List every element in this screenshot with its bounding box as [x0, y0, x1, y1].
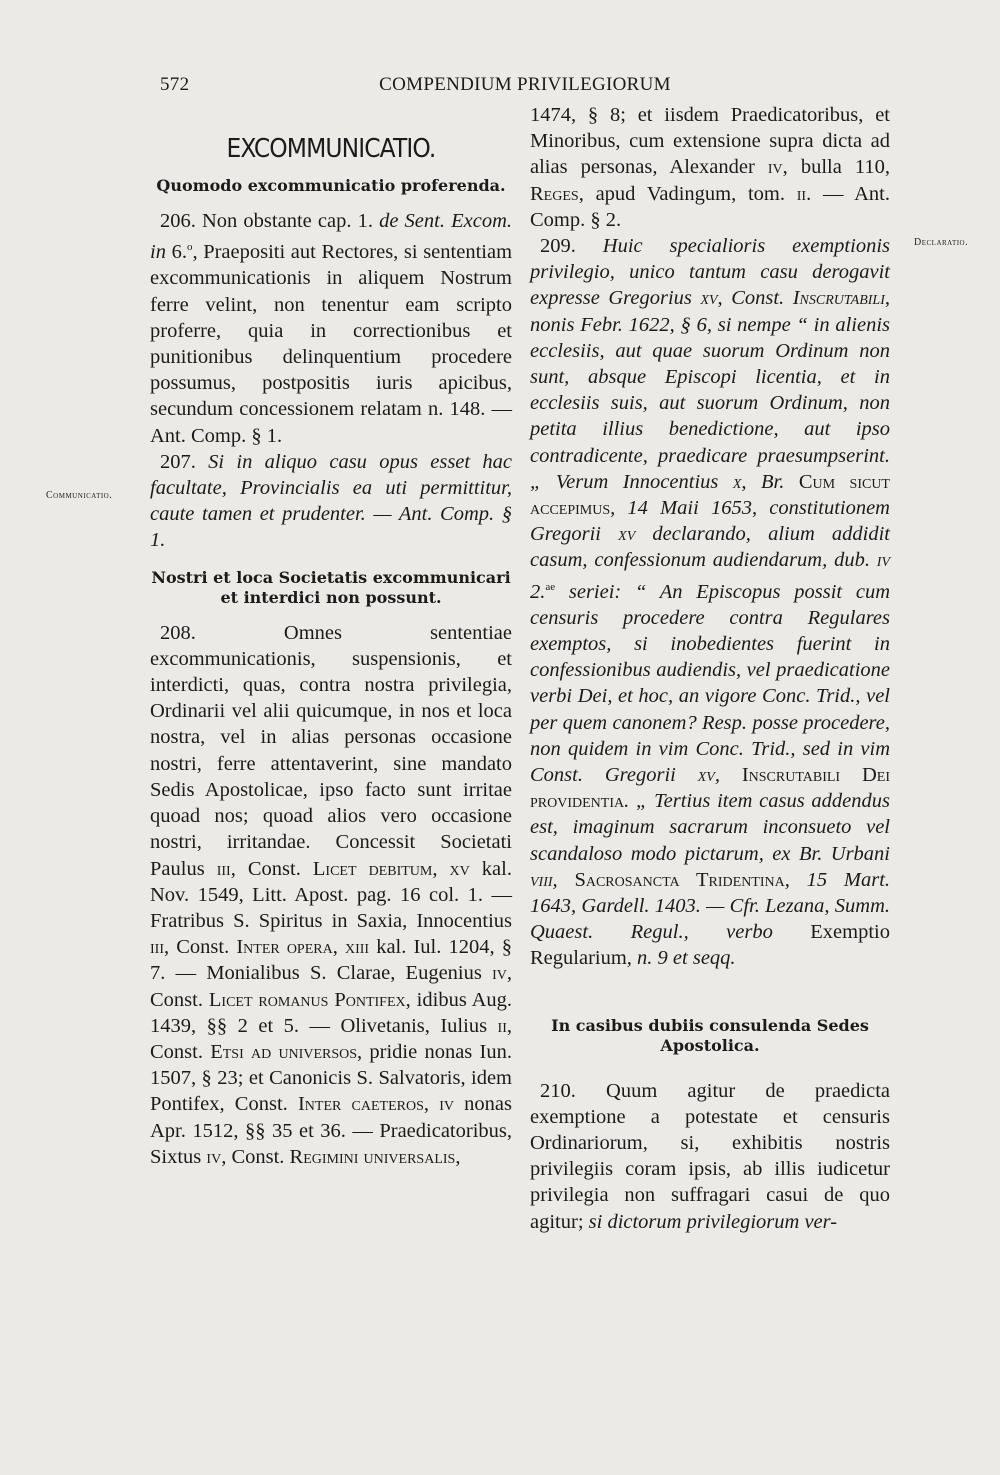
paragraph-209: 209. Huic specialioris exemptionis privilegio, unico tantum casu derogavit expresse Gregorius xv, Const. Inscrutabili, nonis Febr. 1622, § 6, si nempe “ in alienis ecclesiis, aut quae suorum Ordinum non sunt, absque Episcopi licentia, et in ecclesiis suis, aut suorum Ordinum, non petita illius benedictione, aut ipso contradicente, praedicare praesumpserint. „ Verum Innocentius x, Br. Cum sicut accepimus, 14 Maii 1653, constitutionem Gregorii xv declarando, alium addidit casum, confessionum audiendarum, dub. iv 2.$^{ae}$ seriei: “ An Episcopus possit cum censuris procedere contra Regulares exemptos, si inobedientes fuerint in confessionibus audiendis, vel praedicatione verbi Dei, et hoc, an vigore Conc. Trid., vel per quem canonem? Resp. posse procedere, non quidem in vim Conc. Trid., sed in vim Const. Gregorii xv, Inscrutabili Dei providentia. „ Tertius item casus addendus est, imaginum sacrarum inconsueto vel scandaloso modo pictarum, ex Br. Urbani viii, Sacrosancta Tridentina, 15 Mart. 1643, Gardell. 1403. — Cfr. Lezana, Summ. Quaest. Regul., verbo Exemptio Regularium, n. 9 et seqq. [530, 235, 891, 970]
heading-nostri: Nostri et loca Societatis excommunicari et interdici non possunt. [151, 567, 511, 607]
left-column [150, 102, 512, 1170]
heading-in-casibus: In casibus dubiis consulenda Sedes Apostolica. [551, 1015, 869, 1055]
paragraph-208-continued: 1474, § 8; et iisdem Praedicatoribus, et Minoribus, cum extensione supra dicta ad alias personas, Alexander iv, bulla 110, Reges, apud Vadingum, tom. ii. — Ant. Comp. § 2. [530, 104, 890, 231]
running-title: COMPENDIUM PRIVILEGIORUM [379, 74, 671, 95]
margin-note-declaratio: Declaratio. [914, 237, 969, 248]
margin-note-communicatio: Communicatio. [46, 490, 113, 501]
paragraph-206: 206. Non obstante cap. 1. de Sent. Excom. in 6.$^o$, Praepositi aut Rectores, si sententiam excommunicationis in aliquem Nostrum ferre velint, non tenentur eam scripto proferre, quia in correctionibus et punitionibus delinquentium procedere possumus, postpositis iuris apicibus, secundum concessionem relatam n. 148. — Ant. Comp. § 1. [150, 210, 513, 447]
section-title: EXCOMMUNICATIO. [226, 134, 436, 164]
paragraph-210: 210. Quum agitur de praedicta exemptione a potestate et censuris Ordinariorum, si, exhibitis nostris privilegiis coram ipsis, ab illis iudicetur privilegia non suffragari casui de quo agitur; si dictorum privilegiorum ver- [530, 1079, 890, 1233]
paragraph-208: 208. Omnes sententiae excommunicationis, suspensionis, et interdicti, quas, contra nostra privilegia, Ordinarii vel alii quicumque, in nos et loca nostra, vel in alias personas occasione nostri, ferre attentaverint, sine mandato Sedis Apostolicae, ipso facto sunt irritae quoad nos; quoad alios vero occasione nostri, irritandae. Concessit Societati Paulus iii, Const. Licet debitum, xv kal. Nov. 1549, Litt. Apost. pag. 16 col. 1. — Fratribus S. Spiritus in Saxia, Innocentius iii, Const. Inter opera, xiii kal. Iul. 1204, § 7. — Monialibus S. Clarae, Eugenius iv, Const. Licet romanus Pontifex, idibus Aug. 1439, §§ 2 et 5. — Olivetanis, Iulius ii, Const. Etsi ad universos, pridie nonas Iun. 1507, § 23; et Canonicis S. Salvatoris, idem Pontifex, Const. Inter caeteros, iv nonas Apr. 1512, §§ 35 et 36. — Praedicatoribus, Sixtus iv, Const. Regimini universalis, [150, 621, 513, 1168]
page-number: 572 [160, 74, 190, 95]
right-column [530, 102, 890, 1235]
heading-quomodo: Quomodo excommunicatio proferenda. [156, 176, 506, 196]
paragraph-207: 207. Si in aliquo casu opus esset hac facultate, Provincialis ea uti permittitur, caute tamen et prudenter. — Ant. Comp. § 1. [150, 450, 512, 552]
